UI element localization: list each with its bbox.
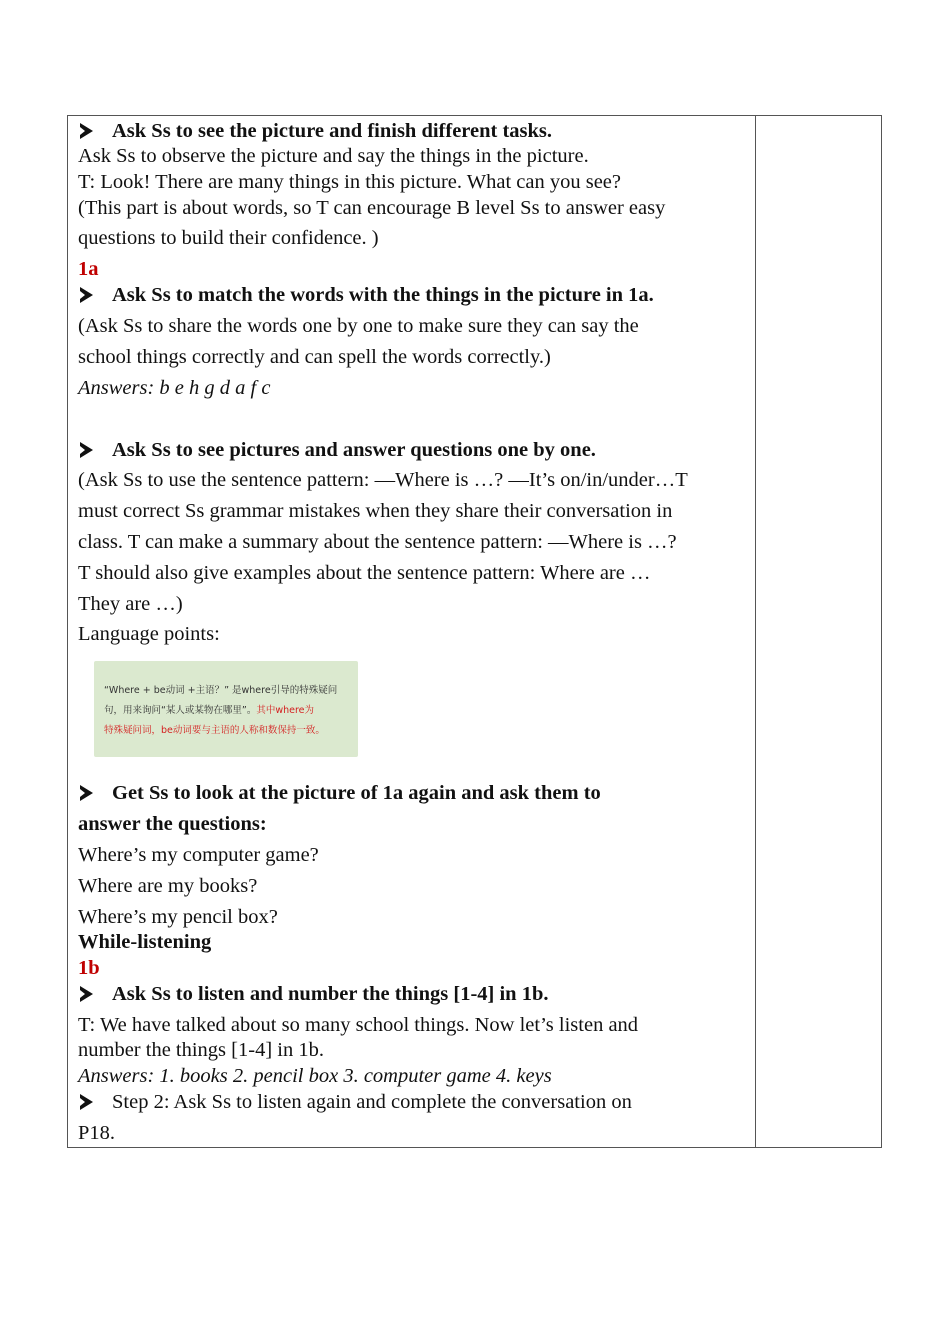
- note-line: “Where + be动词 +主语？” 是where引导的特殊疑问: [104, 685, 338, 696]
- text-line: number the things [1-4] in 1b.: [78, 1039, 324, 1061]
- question-line: Where are my books?: [78, 875, 258, 897]
- arrow-bullet-icon: [80, 1094, 93, 1110]
- task-bullet-1: Ask Ss to see the picture and finish different tasks.: [78, 119, 552, 143]
- arrow-bullet-icon: [80, 442, 93, 458]
- text-line: T: Look! There are many things in this picture. What can you see?: [78, 171, 622, 193]
- text-line: Ask Ss to observe the picture and say the things in the picture.: [78, 145, 589, 167]
- text-line: (Ask Ss to share the words one by one to make sure they can say the: [78, 315, 639, 337]
- text-line: T should also give examples about the sentence pattern: Where are …: [78, 562, 651, 584]
- task-bullet-5: Ask Ss to listen and number the things [1-4] in 1b.: [78, 982, 548, 1006]
- note-line: 句，用来询问“某人或某物在哪里”。其中where为: [104, 705, 315, 716]
- language-points-label: Language points:: [78, 623, 220, 645]
- text-line: must correct Ss grammar mistakes when they share their conversation in: [78, 500, 673, 522]
- text-line: class. T can make a summary about the sentence pattern: —Where is …?: [78, 531, 677, 553]
- text-line: T: We have talked about so many school things. Now let’s listen and: [78, 1014, 639, 1036]
- text-line: (Ask Ss to use the sentence pattern: —Where is …? —It’s on/in/under…T: [78, 469, 688, 491]
- text-line: answer the questions:: [78, 813, 267, 835]
- answers-1a: Answers: b e h g d a f c: [78, 377, 271, 399]
- note-line: 特殊疑问词，be动词要与主语的人称和数保持一致。: [104, 725, 325, 736]
- answers-1b: Answers: 1. books 2. pencil box 3. computer game 4. keys: [78, 1065, 552, 1087]
- question-line: Where’s my computer game?: [78, 844, 319, 866]
- step-2-bullet: Step 2: Ask Ss to listen again and complete the conversation on: [78, 1090, 632, 1114]
- text-line: They are …): [78, 593, 183, 615]
- text-line: P18.: [78, 1122, 116, 1144]
- while-listening-heading: While-listening: [78, 931, 212, 953]
- language-note-image: [94, 661, 358, 757]
- arrow-bullet-icon: [80, 287, 93, 303]
- question-line: Where’s my pencil box?: [78, 906, 278, 928]
- text-line: questions to build their confidence. ): [78, 227, 379, 249]
- task-bullet-3: Ask Ss to see pictures and answer questions one by one.: [78, 438, 596, 462]
- task-bullet-4: Get Ss to look at the picture of 1a again and ask them to: [78, 781, 601, 805]
- task-bullet-2: Ask Ss to match the words with the things in the picture in 1a.: [78, 283, 654, 307]
- arrow-bullet-icon: [80, 785, 93, 801]
- arrow-bullet-icon: [80, 986, 93, 1002]
- section-heading-1a: 1a: [78, 258, 99, 280]
- text-line: (This part is about words, so T can encourage B level Ss to answer easy: [78, 197, 666, 219]
- column-divider: [755, 116, 756, 1147]
- section-heading-1b: 1b: [78, 957, 100, 979]
- text-line: school things correctly and can spell the words correctly.): [78, 346, 551, 368]
- lesson-plan-table: [67, 115, 882, 1148]
- arrow-bullet-icon: [80, 123, 93, 139]
